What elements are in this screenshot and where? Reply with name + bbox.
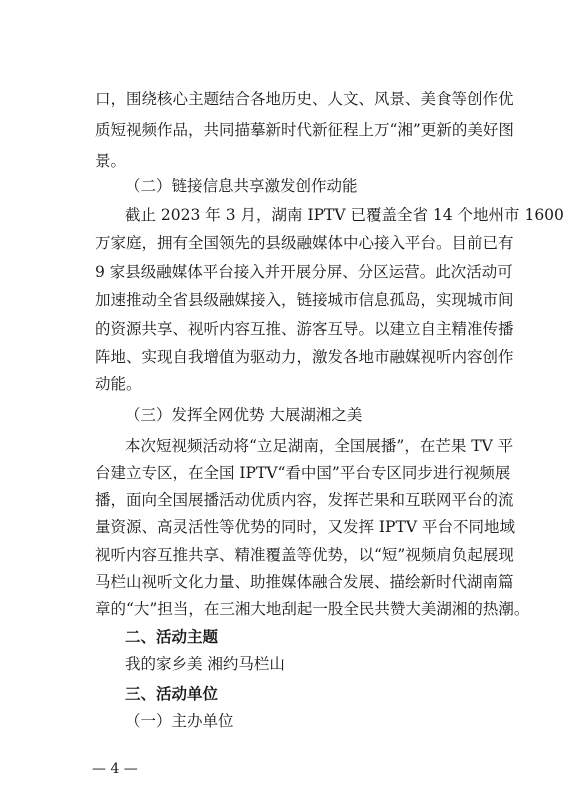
activity-theme-text: 我的家乡美 湘约马栏山	[125, 655, 285, 673]
paragraph3-line-6: 马栏山视听文化力量、助推媒体融合发展、描绘新时代湖南篇	[95, 573, 514, 591]
paragraph1-line-2: 质短视频作品，共同描摹新时代新征程上万“湘”更新的美好图	[95, 121, 514, 139]
paragraph3-line-4: 量资源、高灵活性等优势的同时，又发挥 IPTV 平台不同地域	[95, 518, 515, 536]
paragraph3-line-5: 视听内容互推共享、精准覆盖等优势，以“短”视频肩负起展现	[95, 546, 514, 564]
paragraph3-line-2: 台建立专区，在全国 IPTV“看中国”平台专区同步进行视频展	[95, 464, 511, 482]
paragraph2-line-3: 9 家县级融媒体平台接入并开展分屏、分区运营。此次活动可	[95, 263, 513, 281]
paragraph3-line-7: 章的“大”担当，在三湘大地刮起一股全民共赞大美湖湘的热潮。	[95, 600, 530, 618]
heading-activity-units: 三、活动单位	[125, 685, 219, 703]
sub-heading-host-unit: （一）主办单位	[125, 712, 234, 730]
paragraph2-line-1: 截止 2023 年 3 月，湖南 IPTV 已覆盖全省 14 个地州市 1600	[125, 206, 564, 224]
heading-activity-theme: 二、活动主题	[125, 628, 219, 646]
section2-heading: （二）链接信息共享激发创作动能	[125, 177, 358, 195]
paragraph2-line-6: 阵地、实现自我增值为驱动力，激发各地市融媒视听内容创作	[95, 348, 514, 366]
paragraph2-line-2: 万家庭，拥有全国领先的县级融媒体中心接入平台。目前已有	[95, 234, 514, 252]
paragraph1-line-3: 景。	[95, 152, 127, 170]
paragraph3-line-1: 本次短视频活动将“立足湖南，全国展播”，在芒果 TV 平	[125, 437, 514, 455]
paragraph3-line-3: 播，面向全国展播活动优质内容，发挥芒果和互联网平台的流	[95, 491, 514, 509]
paragraph2-line-4: 加速推动全省县级融媒接入，链接城市信息孤岛，实现城市间	[95, 291, 514, 309]
paragraph2-line-5: 的资源共享、视听内容互推、游客互导。以建立自主精准传播	[95, 320, 514, 338]
paragraph1-line-1: 口，围绕核心主题结合各地历史、人文、风景、美食等创作优	[95, 90, 514, 108]
paragraph2-line-7: 动能。	[95, 375, 142, 393]
page-number: — 4 —	[92, 761, 138, 777]
section3-heading: （三）发挥全网优势 大展湖湘之美	[125, 406, 363, 424]
